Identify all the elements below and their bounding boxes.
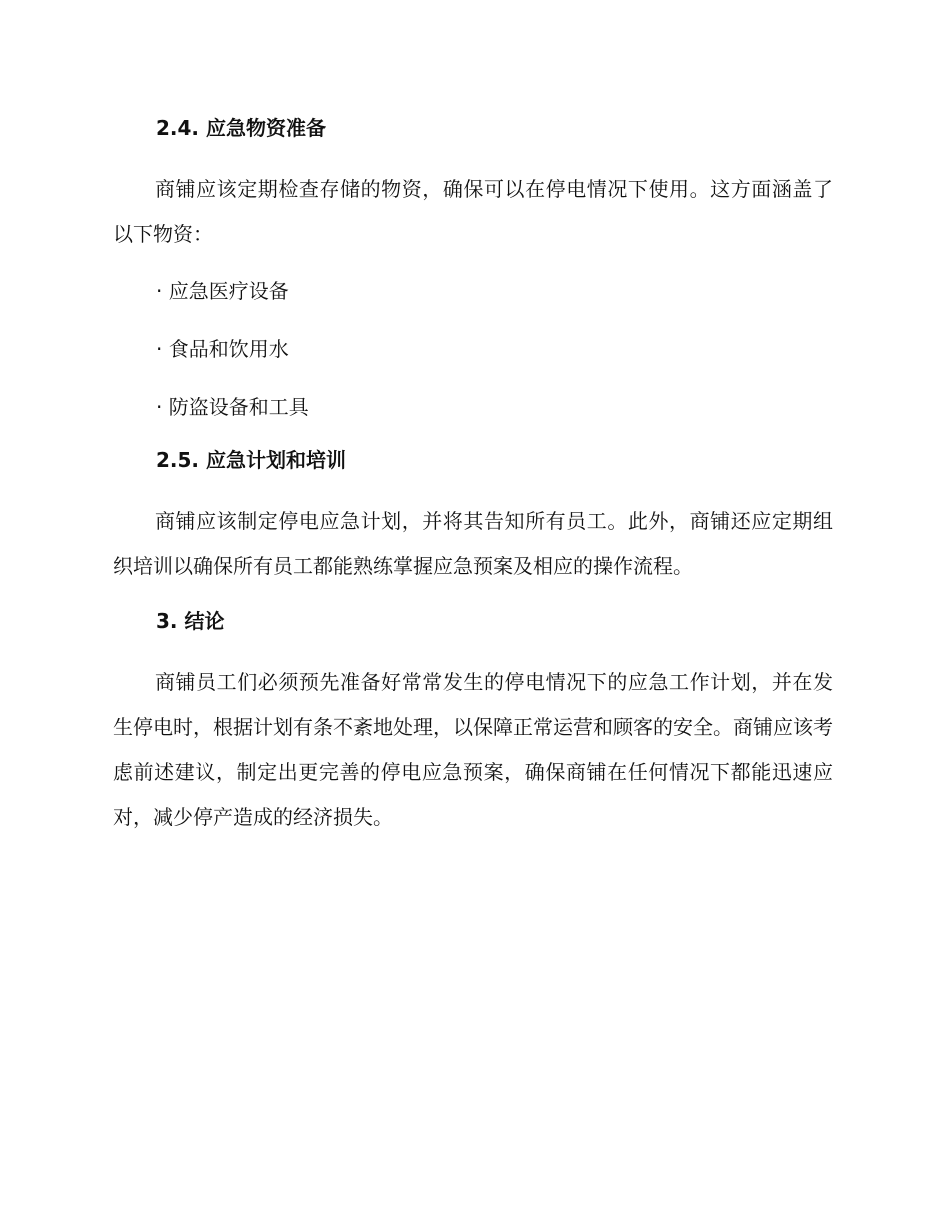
list-item-food-water: · 食品和饮用水	[156, 337, 289, 361]
section-paragraph-plan-training: 商铺应该制定停电应急计划，并将其告知所有员工。此外，商铺还应定期组织培训以确保所有员工都能熟练掌握应急预案及相应的操作流程。	[113, 509, 833, 578]
section-heading-plan-training: 2.5. 应急计划和培训	[156, 448, 346, 472]
section-paragraph-emergency-supplies: 商铺应该定期检查存储的物资，确保可以在停电情况下使用。这方面涵盖了以下物资：	[113, 177, 833, 246]
list-item-medical-equipment: · 应急医疗设备	[156, 279, 289, 303]
document-page	[113, 108, 833, 840]
list-item-security-tools: · 防盗设备和工具	[156, 395, 309, 419]
section-heading-emergency-supplies: 2.4. 应急物资准备	[156, 116, 326, 140]
section-heading-conclusion: 3. 结论	[156, 609, 225, 633]
section-paragraph-conclusion: 商铺员工们必须预先准备好常常发生的停电情况下的应急工作计划，并在发生停电时，根据计划有条不紊地处理，以保障正常运营和顾客的安全。商铺应该考虑前述建议，制定出更完善的停电应急预案，确保商铺在任何情况下都能迅速应对，减少停产造成的经济损失。	[113, 670, 833, 829]
